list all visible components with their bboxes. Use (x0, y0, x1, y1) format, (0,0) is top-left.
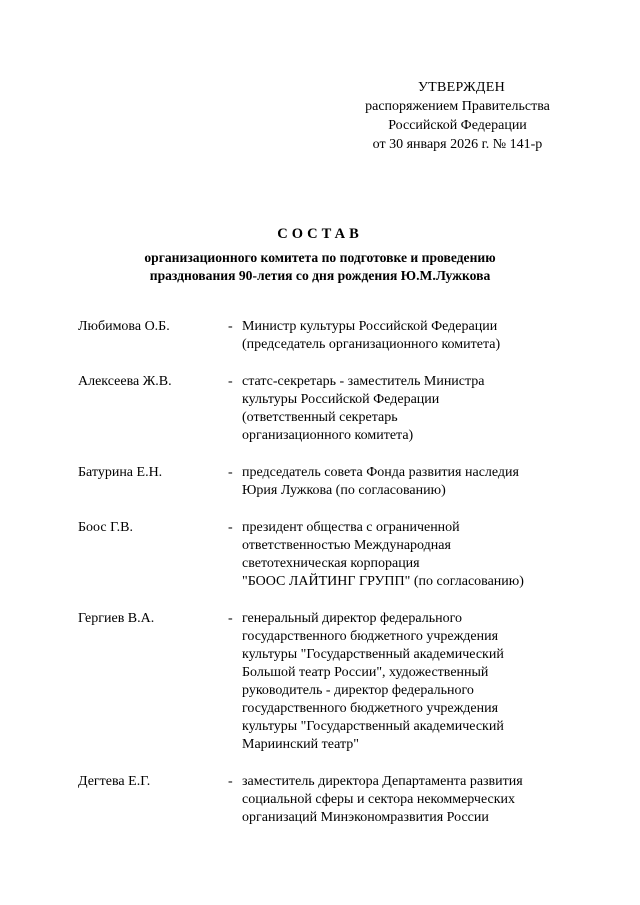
member-dash: - (228, 319, 233, 334)
member-dash: - (228, 611, 233, 626)
approval-heading: УТВЕРЖДЕН (417, 80, 506, 95)
subtitle-line-1: организационного комитета по подготовке и проведению (144, 250, 496, 265)
member-entry (78, 610, 598, 754)
approval-line-2: Российской Федерации (388, 118, 527, 133)
member-name: Алексеева Ж.В. (78, 374, 172, 389)
approval-line-3: от 30 января 2026 г. № 141-р (372, 137, 543, 152)
member-name: Батурина Е.Н. (78, 465, 163, 480)
member-role: заместитель директора Департамента развития социальной сферы и сектора некоммерческих организаций Минэкономразвития России (242, 774, 523, 825)
member-name: Дегтева Е.Г. (78, 774, 151, 789)
member-role: статс-секретарь - заместитель Министра культуры Российской Федерации (ответственный секретарь организационного комитета) (242, 374, 485, 443)
approval-block (330, 78, 585, 154)
member-role: Министр культуры Российской Федерации (председатель организационного комитета) (242, 319, 501, 352)
member-entry (78, 464, 598, 500)
subtitle-line-2: празднования 90-летия со дня рождения Ю.М.Лужкова (149, 268, 491, 283)
committee-members-list (78, 318, 598, 827)
document-subtitle (20, 249, 620, 285)
member-entry (78, 373, 598, 445)
member-entry (78, 773, 598, 827)
member-dash: - (228, 774, 233, 789)
member-entry (78, 318, 598, 354)
member-name: Гергиев В.А. (78, 611, 155, 626)
member-dash: - (228, 374, 233, 389)
member-role: президент общества с ограниченной ответственностью Международная светотехническая корпорация "БООС ЛАЙТИНГ ГРУПП" (по согласованию) (242, 520, 524, 589)
document-title: СОСТАВ (277, 226, 363, 242)
member-role: генеральный директор федерального государственного бюджетного учреждения культуры "Государственный академический Большой театр России", художественный руководитель - директор федерального государственного бюджетного учреждения культуры "Государственный академический Мариинский театр" (242, 611, 504, 752)
member-dash: - (228, 465, 233, 480)
member-dash: - (228, 520, 233, 535)
member-name: Любимова О.Б. (78, 319, 170, 334)
member-entry (78, 519, 598, 591)
member-role: председатель совета Фонда развития наследия Юрия Лужкова (по согласованию) (242, 465, 519, 498)
member-name: Боос Г.В. (78, 520, 133, 535)
approval-line-1: распоряжением Правительства (365, 99, 550, 114)
